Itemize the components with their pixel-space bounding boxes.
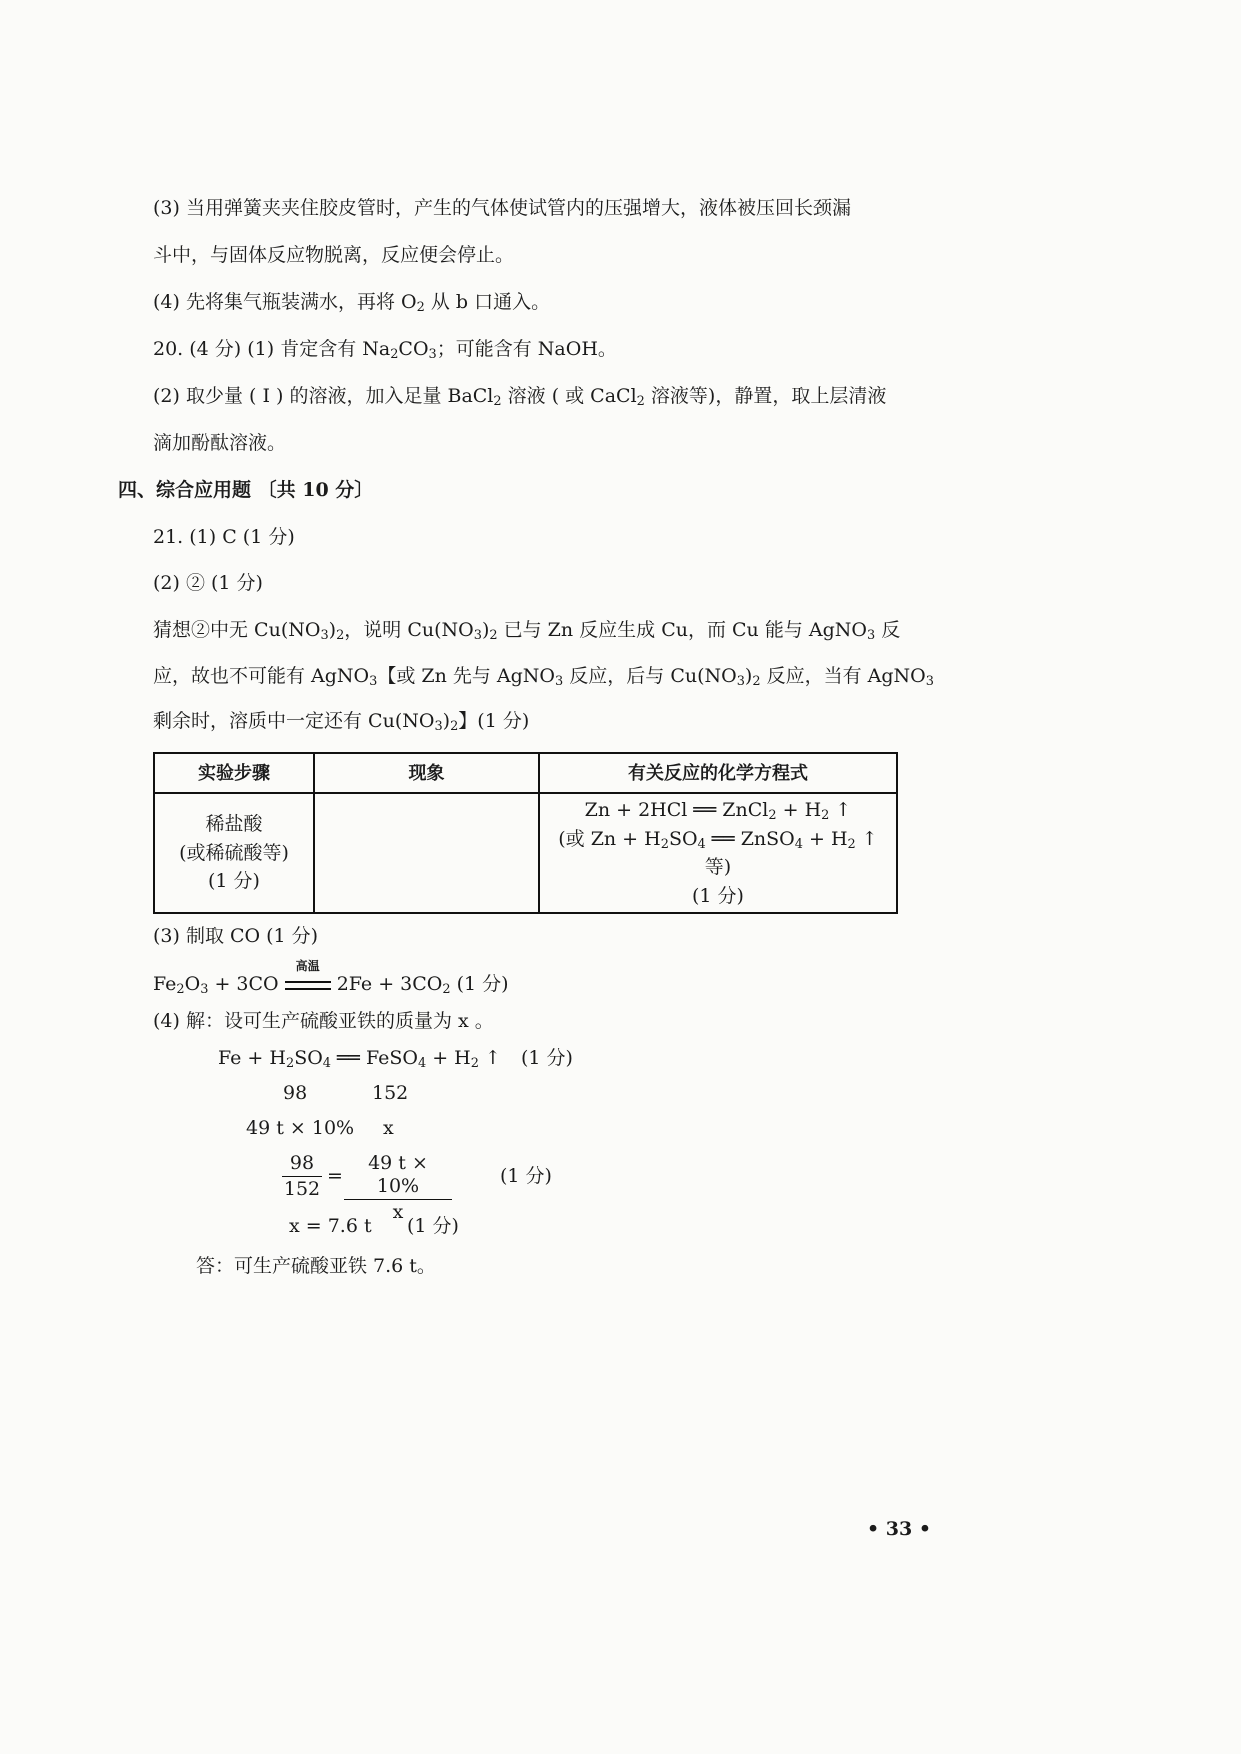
- table-cell-step: 稀盐酸 (或稀硫酸等) (1 分): [154, 793, 314, 913]
- answer-19-3-line2: 斗中，与固体反应物脱离，反应便会停止。: [153, 244, 515, 266]
- experiment-table: [153, 752, 898, 914]
- table-header: 现象: [314, 753, 539, 793]
- table-header: 实验步骤: [154, 753, 314, 793]
- answer-21-1: 21. (1) C (1 分): [153, 526, 295, 548]
- molar-mass-h2so4: 98: [283, 1082, 308, 1104]
- answer-19-4: (4) 先将集气瓶装满水，再将 $O_2$ 从 b 口通入。: [153, 291, 551, 316]
- fraction-left: $\frac{98}{152}$: [283, 1152, 321, 1200]
- unknown-x: x: [383, 1117, 394, 1139]
- final-answer: 答：可生产硫酸亚铁 7.6 t。: [196, 1255, 436, 1277]
- table-row: [154, 793, 897, 913]
- explanation-line1: 猜想②中无 $Cu(NO_3)_2$，说明 $Cu(NO_3)_2$ 已与 Zn 反应生成 Cu，而 Cu 能与 AgNO$_3$ 反: [153, 619, 901, 644]
- answer-21-2: (2) ② (1 分): [153, 572, 263, 594]
- page-number: • 33 •: [867, 1518, 931, 1540]
- given-mass: 49 t × 10%: [246, 1117, 355, 1139]
- answer-21-3: (3) 制取 CO (1 分): [153, 925, 319, 947]
- score-mark: (1 分): [521, 1047, 573, 1069]
- table-cell-phenomenon: [314, 793, 539, 913]
- explanation-line3: 剩余时，溶质中一定还有 $Cu(NO_3)_2$】(1 分): [153, 710, 530, 735]
- reaction-equation: $Fe + H_2SO_4$ ══ FeSO$_4$ + $H_2$ ↑: [218, 1047, 501, 1072]
- fraction-right: $\frac{49 t \times 10\%}{x}$: [344, 1152, 452, 1223]
- equals-sign: =: [327, 1165, 343, 1187]
- answer-21-4: (4) 解：设可生产硫酸亚铁的质量为 x 。: [153, 1010, 494, 1032]
- section-heading: 四、综合应用题 〔共 10 分〕: [118, 479, 374, 501]
- table-cell-equation: Zn + 2HCl ══ ZnCl$_2$ + $H_2$ ↑ (或 $Zn + H_2SO_4$ ══ ZnSO$_4$ + $H_2$ ↑ 等) (1 分): [539, 793, 897, 913]
- answer-20-1: 20. (4 分) (1) 肯定含有 $Na_2CO_3$；可能含有 NaOH。: [153, 338, 617, 363]
- table-header-row: [154, 753, 897, 793]
- answer-21-3-equation: $Fe_2O_3 + 3CO$ 高温 $2Fe + 3CO_2$ (1 分): [153, 959, 509, 998]
- reaction-condition: 高温: [285, 973, 331, 990]
- score-mark: (1 分): [500, 1165, 552, 1187]
- molar-mass-feso4: 152: [372, 1082, 409, 1104]
- explanation-line2: 应，故也不可能有 AgNO$_3$【或 Zn 先与 AgNO$_3$ 反应，后与 $Cu(NO_3)_2$ 反应，当有 AgNO$_3$: [153, 665, 934, 690]
- answer-19-3-line1: (3) 当用弹簧夹夹住胶皮管时，产生的气体使试管内的压强增大，液体被压回长颈漏: [153, 197, 851, 219]
- result: x = 7.6 t: [289, 1215, 372, 1237]
- score-mark: (1 分): [407, 1215, 459, 1237]
- table-header: 有关反应的化学方程式: [539, 753, 897, 793]
- answer-20-2-line1: (2) 取少量 ( Ⅰ ) 的溶液，加入足量 BaCl$_2$ 溶液 ( 或 CaCl$_2$ 溶液等)，静置，取上层清液: [153, 385, 887, 410]
- answer-20-2-line2: 滴加酚酞溶液。: [153, 432, 287, 454]
